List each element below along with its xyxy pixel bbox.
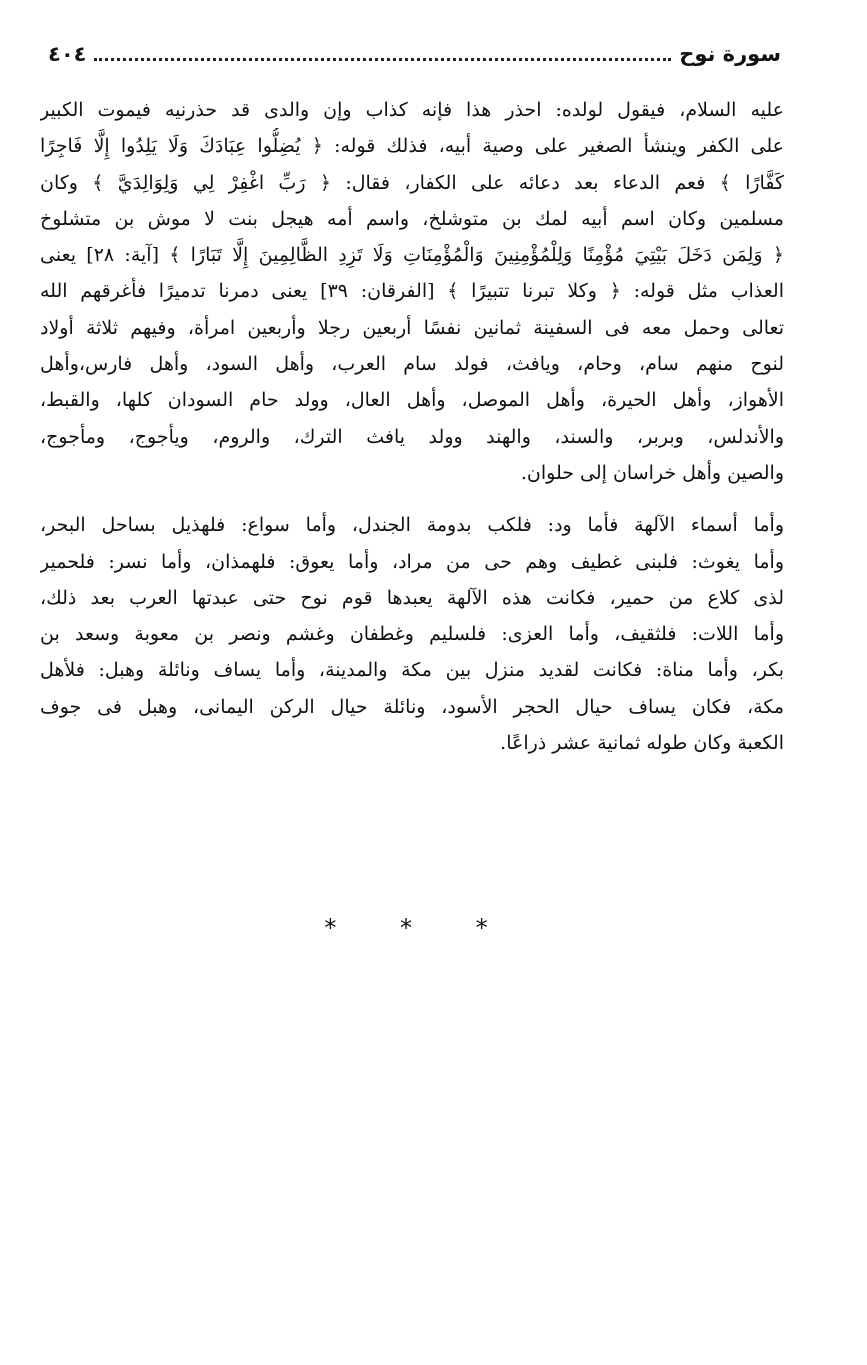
body-text xyxy=(40,92,784,761)
dotted-leader xyxy=(94,58,671,61)
chapter-title: سورة نوح xyxy=(679,42,781,66)
text-line: مكة، فكان يساف حيال الحجر الأسود، ونائلة حيال الركن اليمانى، وهبل فى جوف xyxy=(40,695,784,718)
paragraph-2 xyxy=(40,507,784,761)
page-number: ٤٠٤ xyxy=(48,42,87,66)
text-line: ﴿ وَلِمَن دَخَلَ بَيْتِيَ مُؤْمِنًا وَلِلْمُؤْمِنِينَ وَالْمُؤْمِنَاتِ وَلَا تَزِدِ الظَّالِمِينَ إِلَّا تَبَارًا ﴾ [آية: ٢٨] يعنى xyxy=(40,244,784,267)
text-line: العذاب مثل قوله: ﴿ وكلا تبرنا تتبيرًا ﴾ [الفرقان: ٣٩] يعنى دمرنا تدميرًا فأغرقهم الله xyxy=(40,280,784,303)
paragraph-1 xyxy=(40,92,784,491)
text-line: كَفَّارًا ﴾ فعم الدعاء بعد دعائه على الكفار، فقال: ﴿ رَبِّ اغْفِرْ لِي وَلِوَالِدَيَّ ﴾ وكان xyxy=(40,171,784,194)
text-line: وأما يغوث: فلبنى غطيف وهم حى من مراد، وأما يعوق: فلهمذان، وأما نسر: فلحمير xyxy=(40,550,784,573)
page-header xyxy=(40,42,783,66)
text-line: الأهواز، وأهل الحيرة، وأهل الموصل، وأهل العال، وولد حام السودان كلها، والقبط، xyxy=(40,389,784,412)
text-line: لذى كلاع من حمير، فكانت هذه الآلهة يعبدها قوم نوح حتى عبدتها العرب بعد ذلك، xyxy=(40,586,784,609)
text-line: وأما أسماء الآلهة فأما ود: فلكب بدومة الجندل، وأما سواع: فلهذيل بساحل البحر، xyxy=(40,514,784,537)
text-line: على الكفر وينشأ الصغير على وصية أبيه، فذلك قوله: ﴿ يُضِلُّوا عِبَادَكَ وَلَا يَلِدُوا إِلَّا فَاجِرًا xyxy=(40,135,784,158)
paragraph-gap xyxy=(40,491,784,507)
text-line: وأما اللات: فلثقيف، وأما العزى: فلسليم وغطفان وغشم ونصر بن معوبة وسعد بن xyxy=(40,623,784,646)
text-line: مسلمين وكان اسم أبيه لمك بن متوشلخ، واسم أمه هيجل بنت لا موش بن متشلوخ xyxy=(40,207,784,230)
section-separator: * * * xyxy=(324,914,516,942)
text-line: لنوح منهم سام، وحام، ويافث، فولد سام العرب، وأهل السود، وأهل فارس،وأهل xyxy=(40,353,784,376)
text-line: عليه السلام، فيقول لولده: احذر هذا فإنه كذاب وإن والدى قد حذرنيه فيموت الكبير xyxy=(40,99,784,121)
text-line: بكر، وأما مناة: فكانت لقديد منزل بين مكة والمدينة، وأما يساف ونائلة وهبل: فلأهل xyxy=(40,659,784,682)
text-line: تعالى وحمل معه فى السفينة ثمانين نفسًا أربعين رجلا وأربعين امرأة، وفيهم ثلاثة أولاد xyxy=(40,316,784,339)
text-line: الكعبة وكان طوله ثمانية عشر ذراعًا. xyxy=(500,732,784,755)
text-line: والصين وأهل خراسان إلى حلوان. xyxy=(520,461,784,484)
text-line: والأندلس، وبربر، والسند، والهند وولد يافث الترك، والروم، ويأجوج، ومأجوج، xyxy=(40,425,784,448)
